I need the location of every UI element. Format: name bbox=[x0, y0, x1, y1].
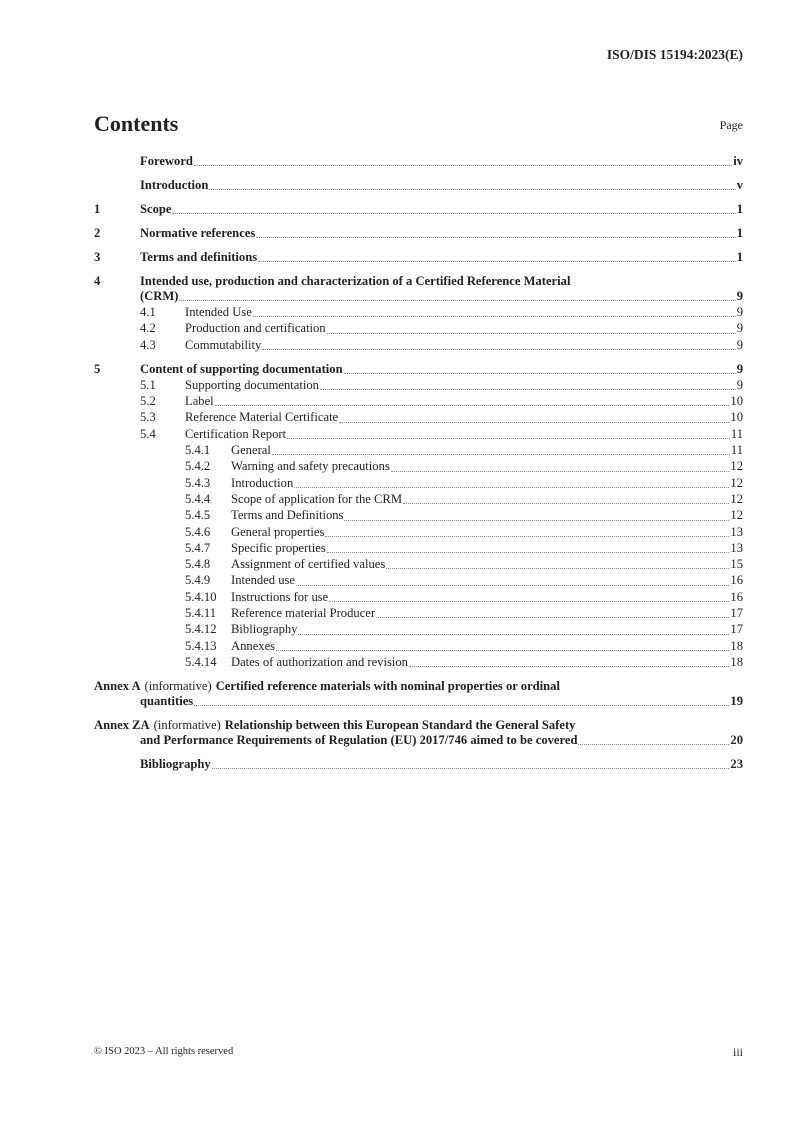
toc-entry-number: 5.4 bbox=[140, 426, 156, 441]
dot-leader bbox=[194, 705, 729, 706]
toc-entry-page: 13 bbox=[730, 540, 743, 555]
toc-entry-title: Dates of authorization and revision bbox=[231, 654, 408, 669]
toc-entry-number: 4.3 bbox=[140, 337, 156, 352]
toc-entry-page: 1 bbox=[736, 226, 743, 240]
toc-entry-page: 19 bbox=[730, 694, 743, 709]
toc-entry-number: 3 bbox=[94, 250, 101, 264]
dot-leader bbox=[262, 349, 735, 350]
toc-entry-page: 9 bbox=[736, 377, 743, 392]
toc-entry-number: 5 bbox=[94, 361, 101, 376]
toc-entry-page: 17 bbox=[730, 622, 743, 637]
toc-entry[interactable] bbox=[94, 507, 743, 523]
toc-entry[interactable] bbox=[94, 393, 743, 409]
toc-entry-title: General bbox=[231, 443, 271, 458]
toc-entry-page: 11 bbox=[730, 426, 743, 441]
toc-entry-page: 12 bbox=[730, 491, 743, 506]
toc-entry-title: Production and certification bbox=[185, 321, 326, 336]
dot-leader bbox=[344, 373, 736, 374]
toc-entry[interactable] bbox=[94, 556, 743, 572]
toc-entry-page: 18 bbox=[730, 654, 743, 669]
toc-entry[interactable] bbox=[94, 320, 743, 336]
toc-entry-title: Label bbox=[185, 394, 214, 409]
toc-entry-number: 5.4.5 bbox=[185, 508, 211, 523]
dot-leader bbox=[344, 520, 729, 521]
toc-entry[interactable] bbox=[94, 201, 743, 217]
toc-entry-title: Intended Use bbox=[185, 305, 252, 319]
toc-entry-title: Warning and safety precautions bbox=[231, 459, 390, 474]
toc-entry-title: Bibliography bbox=[231, 622, 298, 637]
toc-entry[interactable] bbox=[94, 524, 743, 540]
toc-entry[interactable] bbox=[94, 458, 743, 474]
toc-entry[interactable] bbox=[94, 337, 743, 353]
toc-entry-number: 5.4.3 bbox=[185, 475, 211, 490]
dot-leader bbox=[172, 213, 735, 214]
toc-entry-page: 17 bbox=[730, 606, 743, 621]
toc-entry-title: Specific properties bbox=[231, 540, 326, 555]
toc-entry-page: v bbox=[736, 178, 743, 192]
toc-entry-page: 10 bbox=[730, 394, 743, 409]
document-id-header: ISO/DIS 15194:2023(E) bbox=[606, 47, 743, 62]
informative-label: (informative) bbox=[144, 679, 212, 694]
toc-entry[interactable] bbox=[94, 153, 743, 169]
toc-entry-page: 9 bbox=[736, 305, 743, 319]
toc-entry-title: Bibliography bbox=[140, 757, 211, 772]
toc-entry-title: Commutability bbox=[185, 337, 262, 352]
toc-entry-title: General properties bbox=[231, 524, 325, 539]
informative-label: (informative) bbox=[153, 718, 221, 733]
toc-entry-page: 23 bbox=[730, 757, 743, 772]
toc-entry-number: 5.1 bbox=[140, 377, 156, 392]
toc-entry-continuation[interactable] bbox=[94, 733, 743, 748]
toc-entry[interactable] bbox=[94, 605, 743, 621]
dot-leader bbox=[194, 165, 732, 166]
toc-entry-number: 5.4.1 bbox=[185, 443, 211, 458]
toc-entry[interactable] bbox=[94, 621, 743, 637]
toc-entry[interactable] bbox=[94, 273, 743, 289]
toc-entry-page: iv bbox=[733, 154, 743, 168]
dot-leader bbox=[391, 471, 730, 472]
toc-entry-number: 5.4.8 bbox=[185, 557, 211, 572]
dot-leader bbox=[179, 300, 735, 301]
dot-leader bbox=[409, 666, 729, 667]
toc-entry-page: 15 bbox=[730, 557, 743, 572]
toc-entry[interactable] bbox=[94, 654, 743, 670]
toc-entry-page: 9 bbox=[736, 337, 743, 352]
toc-entry[interactable] bbox=[94, 177, 743, 193]
toc-entry-page: 9 bbox=[736, 361, 743, 376]
dot-leader bbox=[256, 237, 735, 238]
toc-entry-page: 10 bbox=[730, 410, 743, 425]
dot-leader bbox=[296, 585, 729, 586]
toc-entry[interactable] bbox=[94, 638, 743, 654]
toc-entry-page: 20 bbox=[730, 733, 743, 748]
toc-entry-page: 16 bbox=[730, 589, 743, 604]
toc-entry-title-continuation: (CRM) bbox=[140, 289, 179, 303]
toc-entry-number: 1 bbox=[94, 202, 101, 216]
toc-entry-title: Intended use bbox=[231, 573, 295, 588]
dot-leader bbox=[298, 634, 729, 635]
dot-leader bbox=[209, 189, 735, 190]
toc-entry-page: 11 bbox=[730, 443, 743, 458]
toc-entry[interactable] bbox=[94, 475, 743, 491]
toc-entry-title: Reference Material Certificate bbox=[185, 410, 339, 425]
toc-entry-page: 13 bbox=[730, 524, 743, 539]
toc-entry-title: Terms and Definitions bbox=[231, 508, 344, 523]
toc-entry[interactable] bbox=[94, 717, 743, 733]
page-column-label: Page bbox=[719, 118, 743, 132]
toc-entry-title: Content of supporting documentation bbox=[140, 361, 343, 376]
toc-entry-number: 5.4.4 bbox=[185, 491, 211, 506]
toc-entry-page: 9 bbox=[736, 289, 743, 303]
toc-entry-title: Relationship between this European Standard the General Safety bbox=[224, 718, 576, 733]
dot-leader bbox=[258, 261, 736, 262]
toc-entry-title: Intended use, production and characterization of a Certified Reference Material bbox=[140, 274, 571, 288]
table-of-contents bbox=[94, 153, 743, 772]
annex-label: Annex ZA bbox=[94, 718, 150, 733]
dot-leader bbox=[253, 316, 736, 317]
toc-entry-title: Scope of application for the CRM bbox=[231, 491, 403, 506]
dot-leader bbox=[339, 422, 729, 423]
toc-entry-title: Assignment of certified values bbox=[231, 557, 386, 572]
toc-entry-title: Certified reference materials with nominal properties or ordinal bbox=[215, 679, 560, 694]
copyright-footer: © ISO 2023 – All rights reserved bbox=[94, 1046, 234, 1057]
dot-leader bbox=[386, 568, 729, 569]
toc-entry-number: 5.4.13 bbox=[185, 638, 217, 653]
dot-leader bbox=[320, 389, 736, 390]
toc-entry-number: 4.1 bbox=[140, 305, 156, 319]
toc-entry-page: 1 bbox=[736, 250, 743, 264]
toc-entry-number: 5.4.12 bbox=[185, 622, 217, 637]
toc-entry[interactable] bbox=[94, 678, 743, 694]
dot-leader bbox=[403, 503, 729, 504]
toc-entry-title: Normative references bbox=[140, 226, 256, 240]
dot-leader bbox=[287, 438, 730, 439]
toc-entry-continuation[interactable] bbox=[94, 289, 743, 304]
footer-page-number: iii bbox=[732, 1045, 743, 1059]
dot-leader bbox=[215, 405, 730, 406]
toc-entry[interactable] bbox=[94, 304, 743, 320]
dot-leader bbox=[327, 333, 736, 334]
toc-entry-number: 5.4.6 bbox=[185, 524, 211, 539]
toc-entry[interactable] bbox=[94, 426, 743, 442]
toc-entry-title: Annexes bbox=[231, 638, 276, 653]
toc-entry[interactable] bbox=[94, 491, 743, 507]
toc-entry-title: Instructions for use bbox=[231, 589, 329, 604]
toc-entry[interactable] bbox=[94, 540, 743, 556]
toc-entry-page: 9 bbox=[736, 321, 743, 336]
toc-entry-number: 5.4.10 bbox=[185, 589, 217, 604]
toc-entry-page: 12 bbox=[730, 475, 743, 490]
toc-entry-number: 5.4.2 bbox=[185, 459, 211, 474]
toc-entry[interactable] bbox=[94, 377, 743, 393]
dot-leader bbox=[376, 617, 729, 618]
dot-leader bbox=[276, 650, 729, 651]
toc-entry[interactable] bbox=[94, 409, 743, 425]
toc-entry-title: Introduction bbox=[231, 475, 294, 490]
toc-entry[interactable] bbox=[94, 589, 743, 605]
toc-entry-page: 16 bbox=[730, 573, 743, 588]
dot-leader bbox=[578, 744, 729, 745]
toc-entry-title-continuation: quantities bbox=[140, 694, 194, 709]
toc-entry-title: Certification Report bbox=[185, 426, 287, 441]
toc-entry-number: 4.2 bbox=[140, 321, 156, 336]
toc-entry-number: 2 bbox=[94, 226, 101, 240]
dot-leader bbox=[325, 536, 729, 537]
toc-entry-page: 12 bbox=[730, 508, 743, 523]
dot-leader bbox=[329, 601, 729, 602]
toc-entry[interactable] bbox=[94, 442, 743, 458]
toc-entry[interactable] bbox=[94, 225, 743, 241]
page-title: Contents bbox=[94, 111, 179, 136]
toc-entry-number: 5.2 bbox=[140, 394, 156, 409]
annex-label: Annex A bbox=[94, 679, 141, 694]
toc-entry[interactable] bbox=[94, 572, 743, 588]
dot-leader bbox=[294, 487, 729, 488]
toc-entry[interactable] bbox=[94, 756, 743, 772]
toc-entry-number: 4 bbox=[94, 274, 101, 288]
toc-entry-title: Supporting documentation bbox=[185, 377, 319, 392]
toc-entry-title: Introduction bbox=[140, 178, 209, 192]
toc-entry-continuation[interactable] bbox=[94, 694, 743, 709]
toc-entry-number: 5.3 bbox=[140, 410, 156, 425]
toc-entry-number: 5.4.14 bbox=[185, 654, 217, 669]
toc-entry[interactable] bbox=[94, 361, 743, 377]
toc-entry[interactable] bbox=[94, 249, 743, 265]
toc-entry-title: Reference material Producer bbox=[231, 606, 376, 621]
toc-entry-page: 18 bbox=[730, 638, 743, 653]
toc-entry-number: 5.4.9 bbox=[185, 573, 211, 588]
toc-entry-title-continuation: and Performance Requirements of Regulation (EU) 2017/746 aimed to be covered bbox=[140, 733, 578, 748]
dot-leader bbox=[327, 552, 730, 553]
toc-entry-number: 5.4.11 bbox=[185, 606, 217, 621]
dot-leader bbox=[212, 768, 730, 769]
toc-entry-page: 1 bbox=[736, 202, 743, 216]
toc-entry-page: 12 bbox=[730, 459, 743, 474]
dot-leader bbox=[272, 454, 730, 455]
toc-entry-title: Terms and definitions bbox=[140, 250, 258, 264]
toc-entry-title: Foreword bbox=[140, 154, 193, 168]
toc-entry-title: Scope bbox=[140, 202, 172, 216]
toc-entry-number: 5.4.7 bbox=[185, 540, 211, 555]
